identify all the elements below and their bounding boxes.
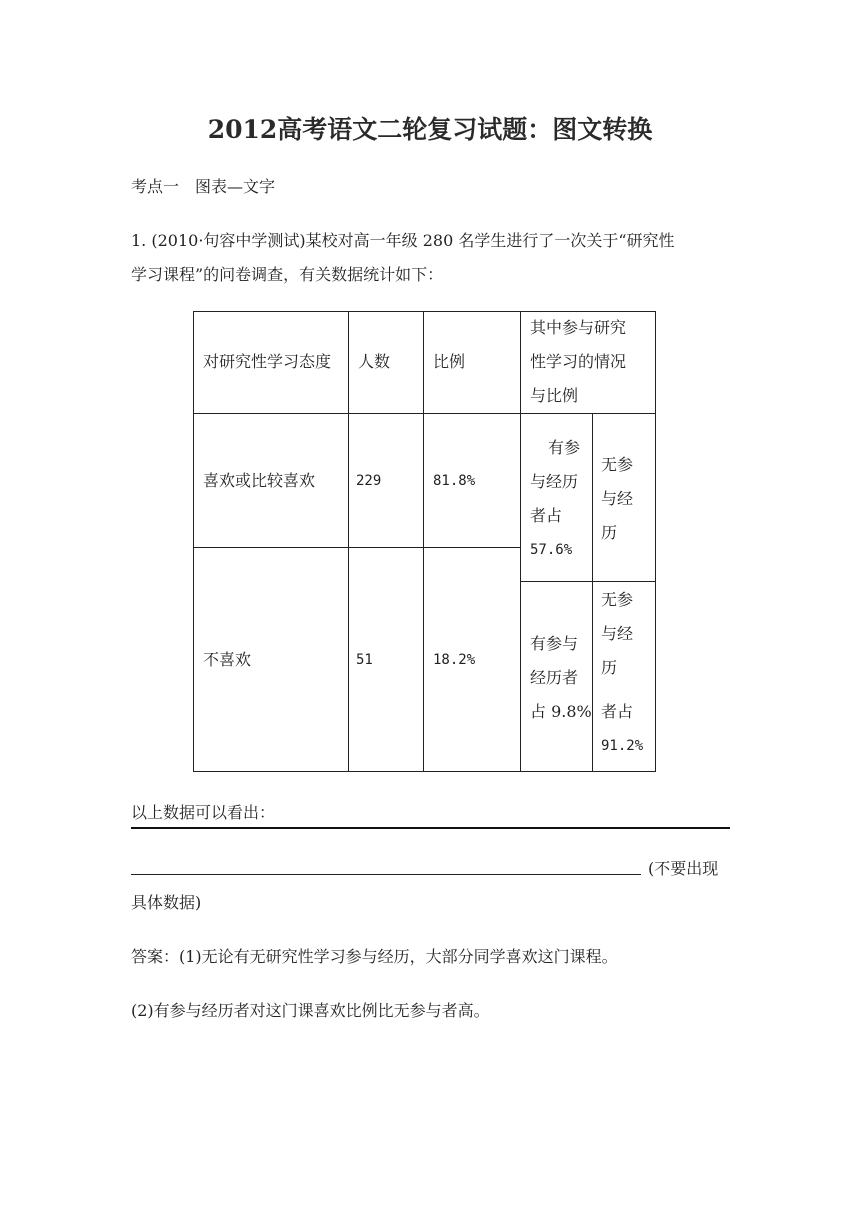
answer-2: (2)有参与经历者对这门课喜欢比例比无参与者高。 bbox=[131, 1001, 490, 1020]
table-border-right bbox=[655, 311, 656, 772]
header-ratio: 比例 bbox=[433, 352, 466, 371]
answer-1: 答案：(1)无论有无研究性学习参与经历，大部分同学喜欢这门课程。 bbox=[131, 947, 618, 966]
header-participation: 其中参与研究 性学习的情况 与比例 bbox=[530, 318, 627, 405]
row1-count: 229 bbox=[356, 473, 382, 489]
answer-line bbox=[131, 827, 730, 829]
survey-table bbox=[193, 311, 656, 772]
row2-count: 51 bbox=[356, 652, 373, 668]
row2-without-experience: 无参 与经 历 者占 91.2% bbox=[601, 590, 644, 754]
question-text-line-2: 学习课程”的问卷调查，有关数据统计如下： bbox=[131, 265, 444, 284]
fill-note-part-1: (不要出现 bbox=[648, 859, 719, 878]
row1-ratio: 81.8% bbox=[433, 473, 476, 489]
table-col-line bbox=[348, 311, 349, 772]
table-col-line bbox=[423, 311, 424, 772]
header-count: 人数 bbox=[358, 352, 391, 371]
conclusion-prompt: 以上数据可以看出： bbox=[131, 803, 276, 822]
table-row-line bbox=[520, 581, 656, 582]
fill-note-part-2: 具体数据) bbox=[131, 893, 202, 912]
question-text-line-1: 1. (2010·句容中学测试)某校对高一年级 280 名学生进行了一次关于“研究性 bbox=[131, 231, 675, 250]
table-border-bottom bbox=[193, 771, 656, 772]
table-row-line bbox=[193, 547, 521, 548]
row1-attitude: 喜欢或比较喜欢 bbox=[203, 471, 316, 490]
table-border-left bbox=[193, 311, 194, 772]
row1-without-experience: 无参 与经 历 bbox=[601, 455, 634, 542]
section-heading: 考点一 图表—文字 bbox=[131, 177, 276, 196]
table-col-line bbox=[520, 311, 521, 772]
table-col-line bbox=[592, 413, 593, 772]
page-title: 2012高考语文二轮复习试题：图文转换 bbox=[207, 115, 653, 144]
table-row-line bbox=[193, 413, 656, 414]
header-attitude: 对研究性学习态度 bbox=[203, 352, 332, 371]
row2-attitude: 不喜欢 bbox=[203, 650, 252, 669]
row1-with-experience: 有参 与经历 者占 57.6% bbox=[530, 438, 581, 558]
row2-with-experience: 有参与 经历者 占 9.8% bbox=[530, 634, 592, 721]
fill-in-blank-line[interactable] bbox=[131, 874, 641, 875]
row2-ratio: 18.2% bbox=[433, 652, 476, 668]
